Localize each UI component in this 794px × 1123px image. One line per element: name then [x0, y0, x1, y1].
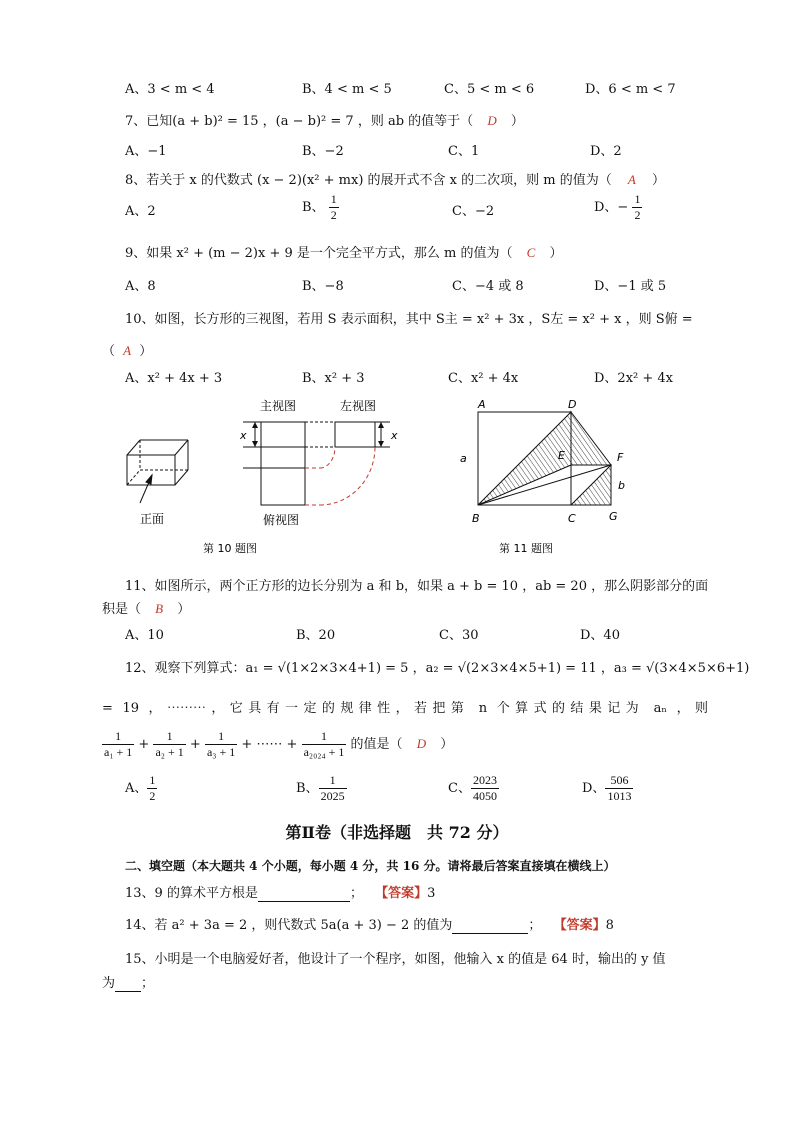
q8-option-d: D、− $\frac{1}{2}$	[594, 192, 641, 222]
q8-close: ）	[651, 173, 665, 188]
q7-option-b: B、−2	[302, 144, 344, 159]
figure-11	[455, 395, 655, 560]
q12-option-c: C、 $\frac{2023}{4050}$	[448, 773, 497, 803]
q12-option-d: D、 $\frac{506}{1013}$	[582, 773, 632, 803]
side-b-label: b	[618, 479, 625, 492]
top-view-label: 俯视图	[263, 513, 300, 527]
figure-10	[115, 395, 405, 560]
q10-option-d: D、2x² + 4x	[594, 371, 673, 386]
q6-option-d: D、6 < m < 7	[585, 82, 676, 97]
q11-answer: B	[155, 601, 164, 616]
q12-stem-line2: = 19 ，⋯⋯⋯，它具有一定的规律性，若把第 n 个算式的结果记为 aₙ ，则	[102, 701, 708, 716]
q14-question: 14、若 a² + 3a = 2 ，则代数式 5a(a + 3) − 2 的值为 ； 【答案】8	[125, 918, 614, 933]
left-view-label: 左视图	[340, 399, 377, 413]
q12-option-b: B、 $\frac{1}{2025}$	[296, 773, 345, 803]
q7-option-c: C、1	[448, 144, 480, 159]
q10-answer: A	[123, 343, 132, 358]
q10-stem: 10、如图，长方形的三视图，若用 S 表示面积，其中 S主 = x² + 3x ，S左 = x² + x ，则 S俯 =	[125, 312, 693, 327]
front-label: 正面	[140, 512, 165, 526]
q8-option-a: A、2	[125, 204, 156, 219]
point-a: A	[478, 398, 486, 411]
q9-option-b: B、−8	[302, 279, 344, 294]
answer-tag: 【答案】	[553, 918, 606, 933]
part2-heading: 二、填空题（本大题共 4 个小题，每小题 4 分，共 16 分。请将最后答案直接填在横线上）	[125, 859, 616, 873]
q10-option-b: B、x² + 3	[302, 371, 365, 386]
q11-stem-line2: 积是（ B ）	[102, 601, 191, 617]
q11-option-c: C、30	[439, 628, 479, 643]
side-a-label: a	[460, 452, 467, 465]
q8-option-b: B、 $\frac{1}{2}$	[302, 192, 337, 222]
q6-option-a: A、3 < m < 4	[125, 82, 215, 97]
q7-option-a: A、−1	[125, 144, 167, 159]
cuboid-drawing	[127, 440, 188, 503]
figure-11-caption: 第 11 题图	[499, 542, 553, 555]
q15-stem-line1: 15、小明是一个电脑爱好者，他设计了一个程序，如图，他输入 x 的值是 64 时，输出的 y 值	[125, 952, 666, 967]
x-label-left: x	[240, 429, 247, 442]
figure-10-caption: 第 10 题图	[203, 542, 257, 555]
q9-stem: 9、如果 x² + (m − 2)x + 9 是一个完全平方式，那么 m 的值为（	[125, 246, 513, 261]
q8-answer: A	[627, 172, 636, 187]
main-view-label: 主视图	[260, 399, 297, 413]
q10-option-c: C、x² + 4x	[448, 371, 519, 386]
point-b: B	[472, 512, 480, 525]
fraction: $\frac{1}{\text{a₁ + 1}}$	[104, 729, 133, 759]
x-label-right: x	[391, 429, 398, 442]
q15-stem-line2: 为 ；	[102, 976, 155, 991]
q9-close: ）	[549, 246, 563, 261]
q11-option-a: A、10	[125, 628, 164, 643]
q12-stem-line1: 12、观察下列算式：a₁ = √(1×2×3×4+1) = 5 ，a₂ = √(2×3×4×5+1) = 11 ，a₃ = √(3×4×5×6+1)	[125, 661, 750, 676]
q12-sum-expression: $\frac{1}{\text{a₁ + 1}}$ + $\frac{1}{\text{a₂ + 1}}$ + $\frac{1}{\text{a₃ + 1}}$ + ⋯⋯ + $\frac{1}{\text{a₂₀₂₄ + 1}}$ 的值是（ D ）	[104, 729, 454, 759]
q6-option-b: B、4 < m < 5	[302, 82, 392, 97]
q11-option-b: B、20	[296, 628, 336, 643]
point-f: F	[617, 451, 624, 464]
point-g: G	[609, 510, 618, 523]
three-views	[243, 422, 390, 505]
q13-question: 13、9 的算术平方根是 ； 【答案】3	[125, 886, 436, 901]
shaded-triangle-2	[571, 412, 611, 465]
q7-question	[125, 110, 524, 129]
q14-answer: 8	[605, 918, 614, 933]
answer-blank[interactable]	[115, 976, 141, 992]
q13-answer: 3	[427, 886, 436, 901]
q7-stem: 7、已知(a + b)² = 15 ，(a − b)² = 7 ，则 ab 的值等于（	[125, 114, 474, 129]
point-d: D	[568, 398, 577, 411]
point-e: E	[558, 449, 565, 462]
q11-stem-line1: 11、如图所示，两个正方形的边长分别为 a 和 b，如果 a + b = 10 ，ab = 20 ，那么阴影部分的面	[125, 579, 709, 594]
q9-option-d: D、−1 或 5	[594, 279, 667, 294]
q7-answer: D	[487, 113, 497, 128]
answer-blank[interactable]	[452, 918, 528, 934]
q12-answer: D	[416, 736, 427, 751]
q8-option-c: C、−2	[452, 204, 495, 219]
q10-answer-line: （ A ）	[102, 343, 153, 359]
q9-answer: C	[526, 245, 536, 260]
fraction: $\frac{1}{2}$	[330, 192, 337, 222]
section-title: 第Ⅱ卷（非选择题 共 72 分）	[285, 823, 509, 842]
q6-option-c: C、5 < m < 6	[444, 82, 535, 97]
q9-option-c: C、−4 或 8	[452, 279, 524, 294]
fraction: $\frac{1}{\text{a₃ + 1}}$	[206, 729, 236, 759]
q7-close: ）	[510, 114, 524, 129]
answer-blank[interactable]	[258, 886, 350, 902]
answer-tag: 【答案】	[375, 886, 428, 901]
q8-stem: 8、若关于 x 的代数式 (x − 2)(x² + mx) 的展开式不含 x 的二次项，则 m 的值为（	[125, 173, 612, 188]
fraction: $\frac{1}{\text{a₂₀₂₄ + 1}}$	[303, 729, 345, 759]
fraction: $\frac{1}{\text{a₂ + 1}}$	[155, 729, 184, 759]
q9-question	[125, 242, 562, 261]
q7-option-d: D、2	[590, 144, 622, 159]
point-c: C	[568, 512, 576, 525]
q10-option-a: A、x² + 4x + 3	[125, 371, 223, 386]
q8-question	[125, 169, 665, 188]
fraction: $\frac{1}{2}$	[634, 192, 641, 222]
q9-option-a: A、8	[125, 279, 156, 294]
q12-option-a: A、 $\frac{1}{2}$	[125, 773, 156, 803]
q11-option-d: D、40	[580, 628, 620, 643]
